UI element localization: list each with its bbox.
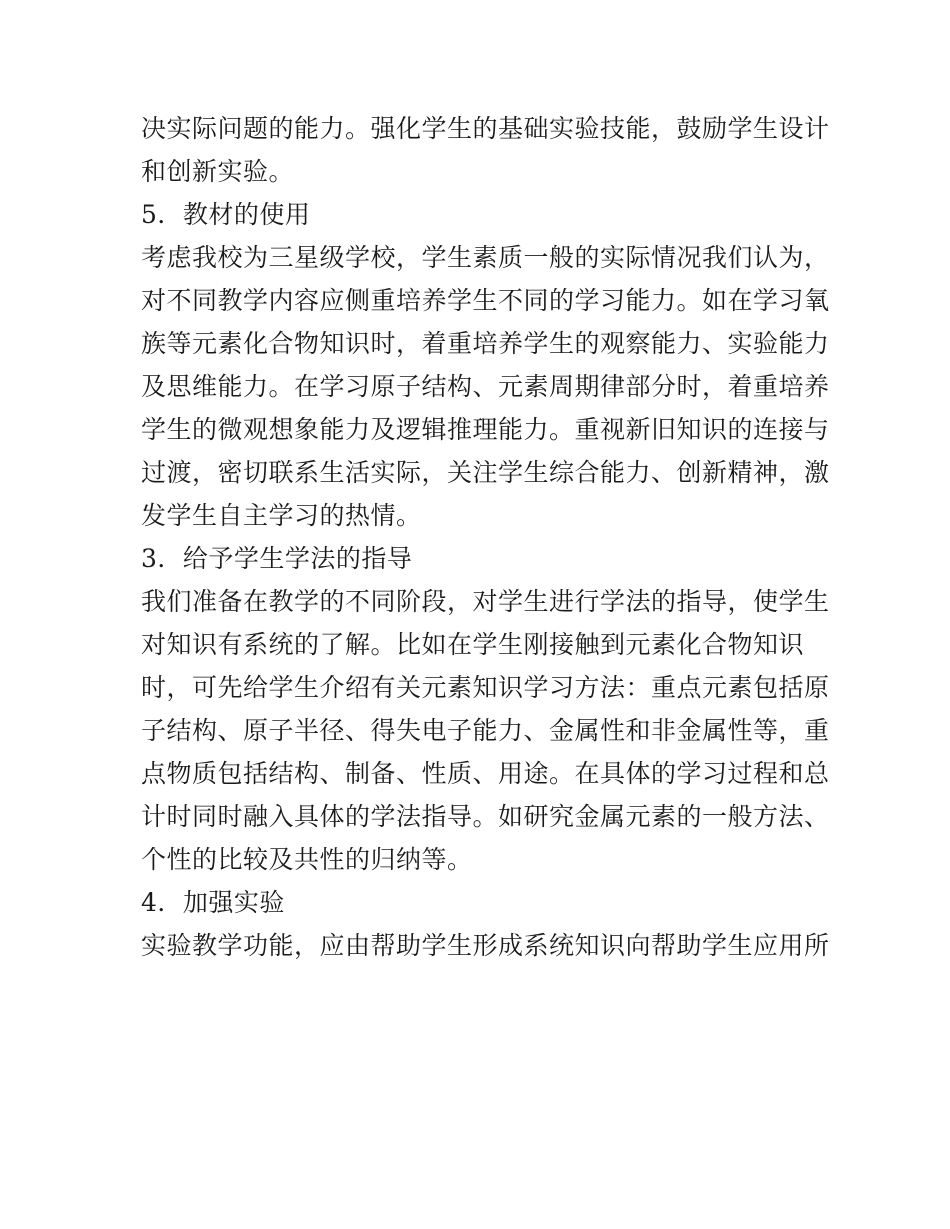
section-heading: 4．加强实验 (141, 888, 285, 917)
paragraph-line: 发学生自主学习的热情。 (141, 501, 422, 530)
document-body (141, 107, 830, 967)
paragraph-line: 我们准备在教学的不同阶段，对学生进行学法的指导，使学生 (141, 587, 830, 616)
paragraph-line: 个性的比较及共性的归纳等。 (141, 845, 473, 874)
paragraph-line: 及思维能力。在学习原子结构、元素周期律部分时，着重培养 (141, 372, 830, 401)
section-heading: 5．教材的使用 (141, 200, 311, 229)
paragraph-line: 考虑我校为三星级学校，学生素质一般的实际情况我们认为， (141, 243, 830, 272)
paragraph-line: 和创新实验。 (141, 157, 295, 186)
paragraph-line: 点物质包括结构、制备、性质、用途。在具体的学习过程和总 (141, 759, 830, 788)
paragraph-line: 决实际问题的能力。强化学生的基础实验技能，鼓励学生设计 (141, 114, 830, 143)
paragraph-line: 子结构、原子半径、得失电子能力、金属性和非金属性等，重 (141, 716, 830, 745)
section-heading: 3．给予学生学法的指导 (141, 544, 413, 573)
paragraph-line: 对不同教学内容应侧重培养学生不同的学习能力。如在学习氧 (141, 286, 830, 315)
paragraph-line: 族等元素化合物知识时，着重培养学生的观察能力、实验能力 (141, 329, 830, 358)
paragraph-line: 对知识有系统的了解。比如在学生刚接触到元素化合物知识 (141, 630, 805, 659)
paragraph-line: 学生的微观想象能力及逻辑推理能力。重视新旧知识的连接与 (141, 415, 830, 444)
paragraph-line: 计时同时融入具体的学法指导。如研究金属元素的一般方法、 (141, 802, 830, 831)
paragraph-line: 时，可先给学生介绍有关元素知识学习方法：重点元素包括原 (141, 673, 830, 702)
paragraph-line: 过渡，密切联系生活实际，关注学生综合能力、创新精神，激 (141, 458, 830, 487)
paragraph-line: 实验教学功能，应由帮助学生形成系统知识向帮助学生应用所 (141, 931, 830, 960)
